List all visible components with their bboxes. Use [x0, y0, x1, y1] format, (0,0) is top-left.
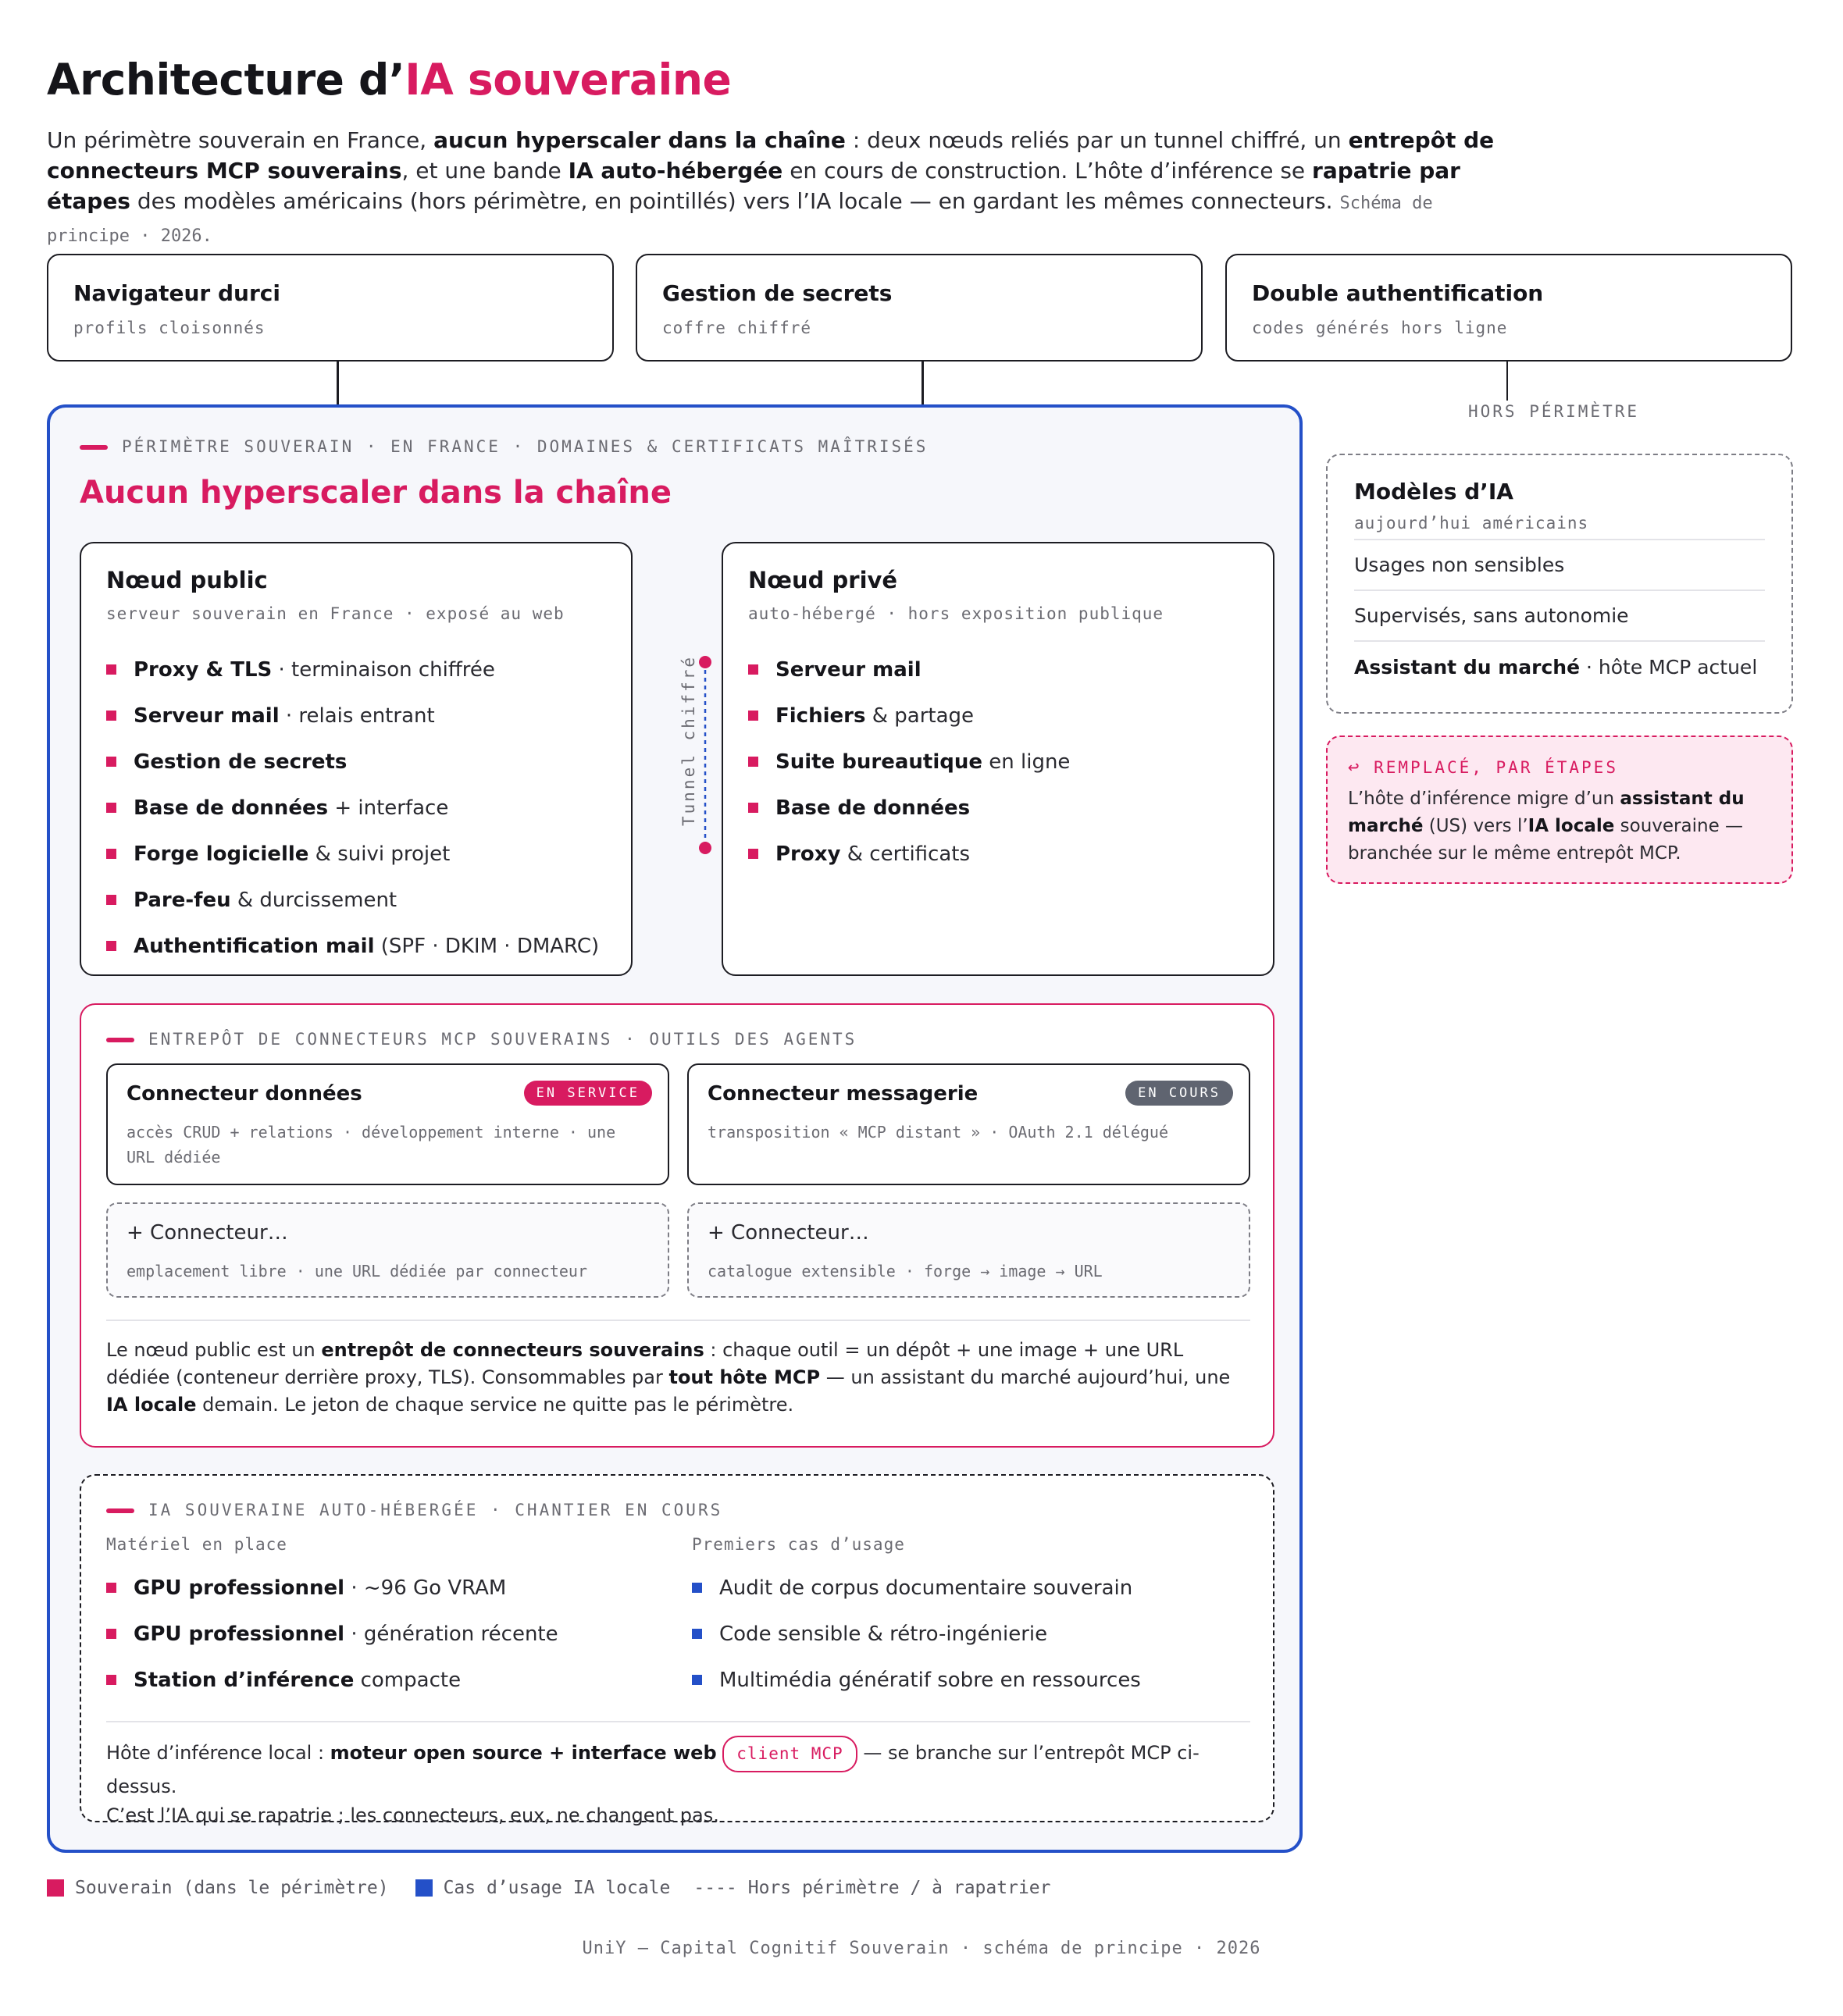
models-row-text: Supervisés, sans autonomie [1354, 604, 1629, 627]
top-box-title: Double authentification [1252, 280, 1544, 306]
list-item [748, 646, 1248, 693]
connector-line [922, 362, 924, 404]
accent-bar [80, 445, 108, 450]
list-item [106, 646, 606, 693]
replaced-text-part: L’hôte d’inférence migre d’un [1348, 789, 1620, 809]
list-item-rest: + interface [328, 796, 449, 820]
node-title: Nœud public [106, 567, 268, 593]
list-item-rest: · terminaison chiffrée [272, 657, 495, 682]
bullet-square-icon [106, 757, 116, 767]
note-text: demain. Le jeton de chaque service ne quitte pas le périmètre. [196, 1394, 794, 1416]
list-item-rest: compacte [354, 1668, 462, 1692]
list-item-text: Audit de corpus documentaire souverain [719, 1576, 1133, 1600]
intro-paragraph [47, 125, 1515, 251]
list-item-bold: Serveur mail [775, 657, 922, 682]
list-item-rest: en ligne [982, 750, 1071, 774]
connector-title: Connecteur données [127, 1082, 362, 1106]
replaced-text [1348, 785, 1771, 867]
list-item-text [775, 704, 974, 728]
list-item-rest: & certificats [840, 842, 971, 866]
list-item [692, 1657, 1235, 1703]
list-item-bold: Pare-feu [134, 888, 231, 912]
bullet-square-icon [748, 803, 758, 813]
bullet-square-icon [692, 1675, 702, 1685]
list-item [106, 923, 606, 969]
ia-kicker [106, 1501, 722, 1519]
accent-bar [106, 1038, 134, 1042]
replaced-box [1326, 736, 1793, 884]
warehouse-kicker-text: ENTREPÔT DE CONNECTEURS MCP SOUVERAINS · OUTILS DES AGENTS [148, 1030, 857, 1049]
top-box-2fa [1225, 254, 1792, 362]
node-title: Nœud privé [748, 567, 898, 593]
list-item-text [134, 704, 435, 728]
status-badge: EN COURS [1125, 1081, 1233, 1106]
list-item [692, 1565, 1235, 1611]
replaced-text-part: souveraine — branchée sur le même entrepôt MCP. [1348, 816, 1744, 864]
list-item [106, 1611, 642, 1657]
legend-swatch-sovereign [47, 1879, 64, 1897]
bullet-square-icon [692, 1583, 702, 1593]
list-item-rest: (SPF · DKIM · DMARC) [374, 934, 600, 958]
list-item-bold: Authentification mail [134, 934, 375, 958]
note-text: C’est l’IA qui se rapatrie ; les connecteurs, eux, ne changent pas. [106, 1804, 719, 1826]
list-item-text [134, 1576, 506, 1600]
bullet-square-icon [106, 849, 116, 859]
models-row-text: Usages non sensibles [1354, 554, 1565, 576]
sovereign-perimeter [47, 404, 1303, 1853]
models-title: Modèles d’IA [1354, 479, 1513, 504]
list-item-text: Code sensible & rétro-ingénierie [719, 1622, 1048, 1646]
list-item-rest: & partage [865, 703, 975, 728]
legend-label: Hors périmètre / à rapatrier [747, 1878, 1051, 1898]
list-item-text [134, 796, 448, 820]
list-item-bold: Base de données [775, 796, 971, 820]
note-text: : chaque outil = un dépôt + une image + une URL dédiée (conteneur derrière proxy, TLS). Consommables par [106, 1339, 1184, 1388]
return-arrow-icon: ↩ [1348, 756, 1362, 778]
list-item [748, 693, 1248, 739]
intro-bold: rapatrie par étapes [47, 158, 1460, 214]
list-item [106, 831, 606, 877]
connector-placeholder[interactable] [106, 1202, 669, 1298]
mcp-client-pill: client MCP [722, 1736, 857, 1772]
top-box-title: Navigateur durci [73, 280, 280, 306]
hardware-list [106, 1565, 642, 1703]
bullet-square-icon [106, 711, 116, 721]
ia-note [106, 1736, 1250, 1830]
top-box-secrets [636, 254, 1203, 362]
list-item-text [134, 935, 599, 958]
usecases-panel [667, 1560, 1260, 1703]
bullet-square-icon [748, 849, 758, 859]
list-item-bold: GPU professionnel [134, 1576, 345, 1600]
list-item-rest: & suivi projet [308, 842, 451, 866]
intro-text: Un périmètre souverain en France, [47, 127, 434, 153]
usecases-label: Premiers cas d’usage [692, 1535, 905, 1554]
list-item-bold: Suite bureautique [775, 750, 982, 774]
list-item [748, 739, 1248, 785]
note-bold: moteur open source + interface web [330, 1742, 717, 1764]
divider [106, 1320, 1250, 1321]
node-subtitle: auto-hébergé · hors exposition publique [748, 604, 1164, 623]
list-item-rest: & durcissement [230, 888, 397, 912]
tunnel-label: Tunnel chiffré [679, 654, 698, 826]
bullet-square-icon [106, 895, 116, 905]
hardware-label: Matériel en place [106, 1535, 287, 1554]
bullet-square-icon [106, 1629, 116, 1639]
title-accent: IA souveraine [405, 55, 732, 105]
intro-text: : deux nœuds reliés par un tunnel chiffré, un [845, 127, 1349, 153]
warehouse-note [106, 1337, 1250, 1419]
bullet-square-icon [692, 1629, 702, 1639]
connector-line [1506, 362, 1508, 401]
intro-bold: entrepôt de connecteurs MCP souverains [47, 127, 1495, 183]
list-item-text [775, 750, 1070, 774]
self-hosted-ai [80, 1474, 1274, 1826]
models-row-bold: Assistant du marché [1354, 656, 1581, 679]
hardware-panel [81, 1560, 667, 1703]
list-item-text [134, 1669, 461, 1692]
list-item-text [134, 658, 495, 682]
models-row [1354, 642, 1765, 693]
list-item [106, 877, 606, 923]
list-item [748, 831, 1248, 877]
node-subtitle: serveur souverain en France · exposé au web [106, 604, 565, 623]
placeholder-desc: catalogue extensible · forge → image → URL [708, 1262, 1103, 1280]
list-item-bold: Station d’inférence [134, 1668, 355, 1692]
models-row-text: · hôte MCP actuel [1580, 656, 1758, 679]
bullet-square-icon [106, 1675, 116, 1685]
list-item-bold: Proxy [775, 842, 841, 866]
accent-bar [106, 1508, 134, 1513]
divider [106, 1721, 1250, 1722]
legend-swatch-usecase [415, 1879, 433, 1897]
list-item-bold: GPU professionnel [134, 1622, 345, 1646]
list-item-bold: Base de données [134, 796, 329, 820]
top-box-subtitle: coffre chiffré [662, 319, 812, 337]
list-item-text [775, 796, 970, 820]
footer: UniY — Capital Cognitif Souverain · schéma de principe · 2026 [582, 1939, 1261, 1958]
models-subtitle: aujourd’hui américains [1354, 514, 1765, 540]
bullet-square-icon [106, 941, 116, 951]
ai-models-box [1326, 454, 1793, 714]
title-prefix: Architecture d’ [47, 55, 405, 105]
placeholder-title: + Connecteur… [708, 1221, 869, 1245]
legend-label: Souverain (dans le périmètre) [75, 1878, 389, 1898]
connector-line [337, 362, 339, 404]
warehouse-kicker [106, 1030, 857, 1049]
note-bold: entrepôt de connecteurs souverains [321, 1339, 704, 1361]
bullet-square-icon [748, 664, 758, 675]
list-item-rest: · génération récente [344, 1622, 558, 1646]
replaced-bold: assistant du marché [1348, 789, 1745, 836]
models-row [1354, 540, 1765, 591]
connector-desc: transposition « MCP distant » · OAuth 2.1 délégué [708, 1123, 1169, 1142]
models-row [1354, 591, 1765, 642]
list-item-text [134, 842, 450, 866]
intro-text: des modèles américains (hors périmètre, en pointillés) vers l’IA locale — en gardant les mêmes connecteurs. [130, 188, 1333, 214]
intro-bold: aucun hyperscaler dans la chaîne [433, 127, 846, 153]
tunnel-endpoint [699, 656, 711, 668]
top-box-title: Gestion de secrets [662, 280, 893, 306]
ia-kicker-text: IA SOUVERAINE AUTO-HÉBERGÉE · CHANTIER EN COURS [148, 1501, 723, 1519]
connector-placeholder[interactable] [687, 1202, 1250, 1298]
outside-perimeter-label: HORS PÉRIMÈTRE [1468, 402, 1640, 421]
legend-label: Cas d’usage IA locale [443, 1878, 671, 1898]
mcp-warehouse [80, 1003, 1274, 1448]
note-text: — se branche sur l’entrepôt MCP ci-dessus. [106, 1742, 1200, 1797]
private-node-list [748, 646, 1248, 877]
note-text: Hôte d’inférence local : [106, 1742, 330, 1764]
replaced-bold: IA locale [1528, 816, 1615, 836]
list-item-bold: Serveur mail [134, 703, 280, 728]
list-item [692, 1611, 1235, 1657]
status-badge: EN SERVICE [524, 1081, 652, 1106]
connector-card-data[interactable] [106, 1063, 669, 1185]
note-bold: IA locale [106, 1394, 197, 1416]
bullet-square-icon [106, 803, 116, 813]
list-item-text [775, 842, 970, 866]
top-box-subtitle: profils cloisonnés [73, 319, 266, 337]
bullet-square-icon [748, 757, 758, 767]
replaced-kicker [1348, 756, 1771, 778]
intro-bold: IA auto-hébergée [568, 158, 783, 183]
bullet-square-icon [106, 1583, 116, 1593]
list-item-bold: Proxy & TLS [134, 657, 273, 682]
list-item [106, 693, 606, 739]
bullet-square-icon [106, 664, 116, 675]
perimeter-kicker [80, 437, 928, 456]
intro-text: en cours de construction. L’hôte d’inférence se [782, 158, 1313, 183]
list-item [748, 785, 1248, 831]
top-box-subtitle: codes générés hors ligne [1252, 319, 1508, 337]
list-item-text [134, 750, 347, 774]
perimeter-heading: Aucun hyperscaler dans la chaîne [80, 475, 672, 511]
list-item [106, 785, 606, 831]
legend [47, 1878, 1051, 1898]
tunnel-endpoint [699, 842, 711, 854]
public-node-list [106, 646, 606, 969]
connector-card-messaging[interactable] [687, 1063, 1250, 1185]
note-text: — un assistant du marché aujourd’hui, une [820, 1366, 1231, 1388]
private-node [722, 542, 1274, 976]
list-item [106, 1565, 642, 1611]
perimeter-kicker-text: PÉRIMÈTRE SOUVERAIN · EN FRANCE · DOMAINES & CERTIFICATS MAÎTRISÉS [122, 437, 929, 456]
placeholder-title: + Connecteur… [127, 1221, 288, 1245]
replaced-text-part: (US) vers l’ [1423, 816, 1528, 836]
list-item-bold: Forge logicielle [134, 842, 309, 866]
list-item-rest: · ~96 Go VRAM [344, 1576, 507, 1600]
placeholder-desc: emplacement libre · une URL dédiée par connecteur [127, 1262, 588, 1280]
note-bold: tout hôte MCP [668, 1366, 821, 1388]
list-item-text [775, 658, 922, 682]
list-item-bold: Fichiers [775, 703, 866, 728]
list-item-text [134, 889, 397, 912]
connector-title: Connecteur messagerie [708, 1082, 979, 1106]
intro-meta: Schéma de principe · 2026. [47, 194, 1433, 246]
usecases-list [692, 1565, 1235, 1703]
list-item-text: Multimédia génératif sobre en ressources [719, 1668, 1141, 1692]
connector-desc: accès CRUD + relations · développement interne · une URL dédiée [127, 1123, 616, 1167]
list-item-bold: Gestion de secrets [134, 750, 348, 774]
replaced-kicker-text: REMPLACÉ, PAR ÉTAPES [1374, 758, 1618, 777]
models-rows [1354, 540, 1765, 693]
legend-dash-icon: ---- [693, 1878, 737, 1898]
page-title [47, 55, 731, 105]
list-item-text [134, 1622, 558, 1646]
note-text: Le nœud public est un [106, 1339, 322, 1361]
list-item [106, 739, 606, 785]
top-box-browser [47, 254, 614, 362]
list-item [106, 1657, 642, 1703]
bullet-square-icon [748, 711, 758, 721]
public-node [80, 542, 633, 976]
intro-text: , et une bande [401, 158, 569, 183]
list-item-rest: · relais entrant [279, 703, 435, 728]
